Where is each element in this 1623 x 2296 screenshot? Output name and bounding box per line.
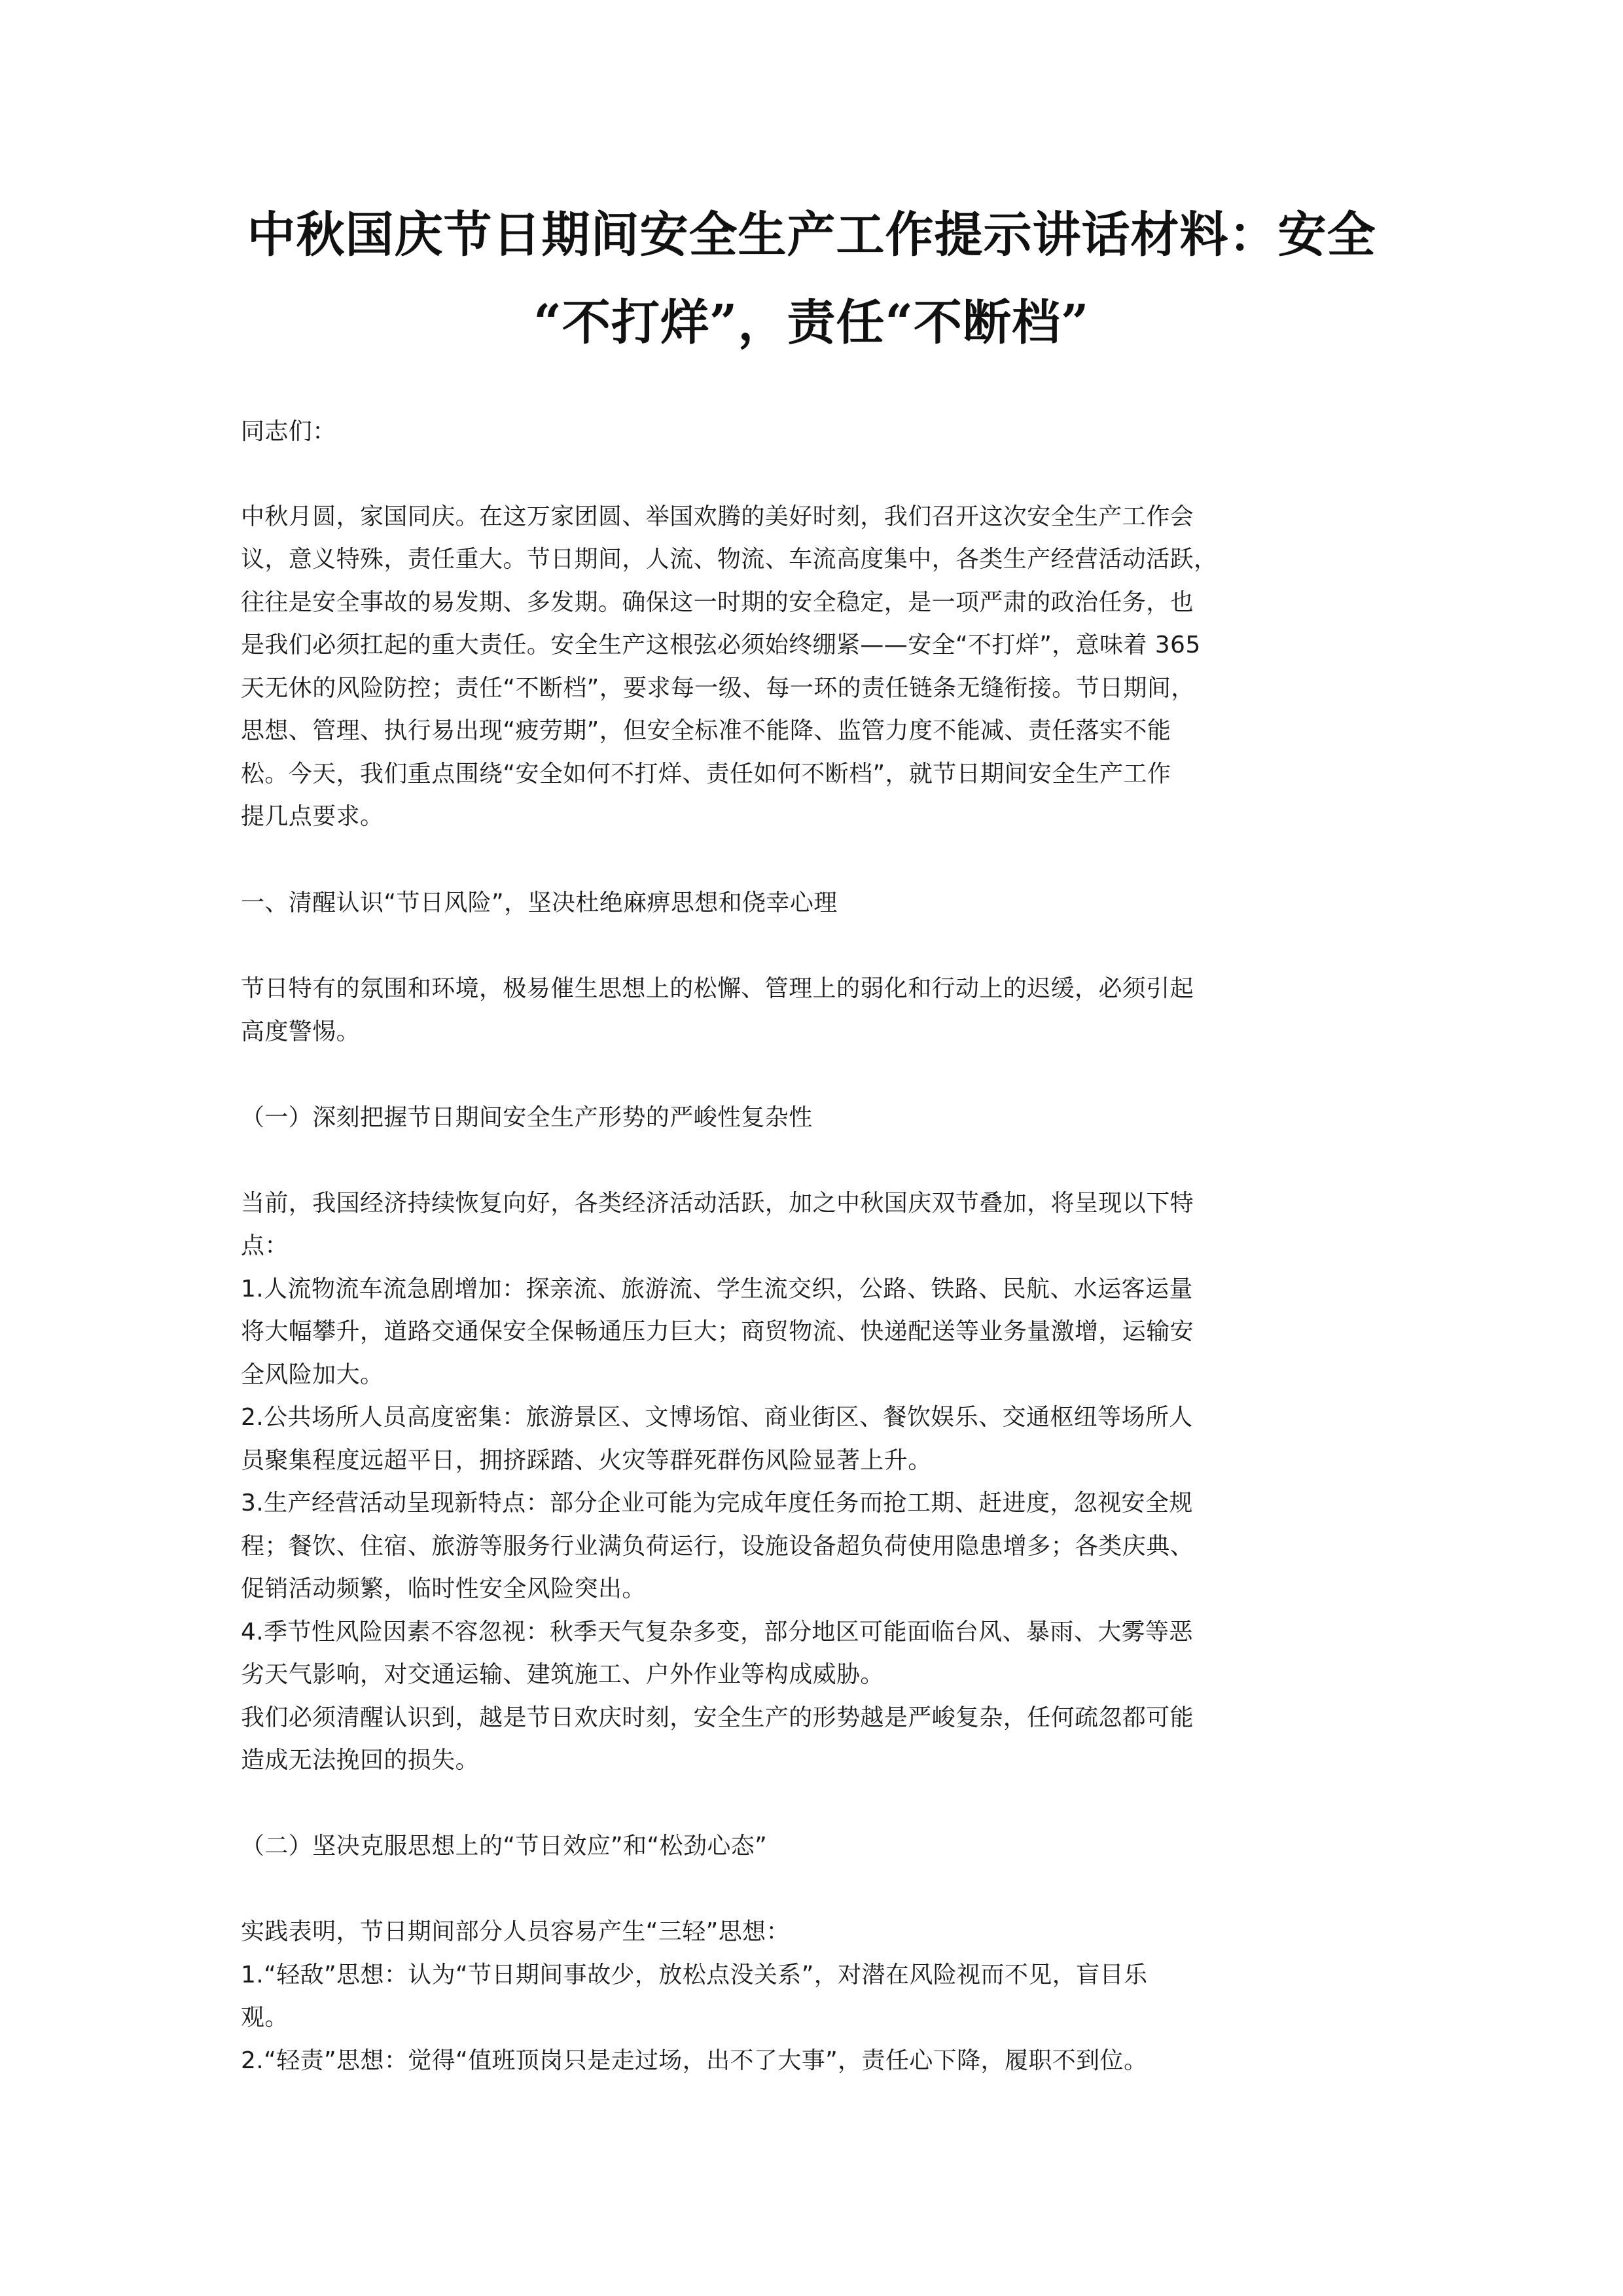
document-title-line-2: “不打烊”，责任“不断档” [533, 295, 1090, 351]
subsection-1-line: 全风险加大。 [241, 1361, 384, 1388]
intro-line: 是我们必须扛起的重大责任。安全生产这根弦必须始终绷紧——安全“不打烊”，意味着 365 [241, 632, 1201, 658]
intro-line: 中秋月圆，家国同庆。在这万家团圆、举国欢腾的美好时刻，我们召开这次安全生产工作会 [241, 503, 1194, 530]
subsection-1-line: 当前，我国经济持续恢复向好，各类经济活动活跃，加之中秋国庆双节叠加，将呈现以下特 [241, 1190, 1194, 1217]
subsection-1-line: 员聚集程度远超平日，拥挤踩踏、火灾等群死群伤风险显著上升。 [241, 1447, 932, 1474]
subsection-2-line: 观。 [241, 2004, 289, 2031]
subsection-1-heading: （一）深刻把握节日期间安全生产形势的严峻性复杂性 [241, 1104, 813, 1131]
intro-line: 议，意义特殊，责任重大。节日期间，人流、物流、车流高度集中，各类生产经营活动活跃， [241, 546, 1218, 573]
subsection-2-heading: （二）坚决克服思想上的“节日效应”和“松劲心态” [241, 1833, 768, 1859]
intro-line: 天无休的风险防控；责任“不断档”，要求每一级、每一环的责任链条无缝衔接。节日期间， [241, 675, 1195, 702]
subsection-2-line: 实践表明，节日期间部分人员容易产生“三轻”思想： [241, 1918, 790, 1945]
subsection-1-line: 1.人流物流车流急剧增加：探亲流、旅游流、学生流交织，公路、铁路、民航、水运客运量 [241, 1276, 1193, 1302]
salutation: 同志们： [241, 418, 336, 445]
intro-line: 思想、管理、执行易出现“疲劳期”，但安全标准不能降、监管力度不能减、责任落实不能 [241, 717, 1171, 744]
document-title-line-1: 中秋国庆节日期间安全生产工作提示讲话材料：安全 [247, 207, 1376, 263]
subsection-2-line: 2.“轻责”思想：觉得“值班顶岗只是走过场，出不了大事”，责任心下降，履职不到位。 [241, 2047, 1148, 2074]
subsection-1-line: 促销活动频繁，临时性安全风险突出。 [241, 1575, 646, 1602]
subsection-1-line: 造成无法挽回的损失。 [241, 1747, 480, 1774]
intro-line: 提几点要求。 [241, 803, 384, 830]
subsection-1-line: 我们必须清醒认识到，越是节日欢庆时刻，安全生产的形势越是严峻复杂，任何疏忽都可能 [241, 1704, 1194, 1731]
subsection-1-line: 劣天气影响，对交通运输、建筑施工、户外作业等构成威胁。 [241, 1661, 884, 1688]
subsection-1-line: 3.生产经营活动呈现新特点：部分企业可能为完成年度任务而抢工期、赶进度，忽视安全规 [241, 1490, 1193, 1516]
section-1-intro-line: 节日特有的氛围和环境，极易催生思想上的松懈、管理上的弱化和行动上的迟缓，必须引起 [241, 975, 1194, 1002]
subsection-1-line: 4.季节性风险因素不容忽视：秋季天气复杂多变，部分地区可能面临台风、暴雨、大雾等恶 [241, 1619, 1193, 1645]
intro-line: 松。今天，我们重点围绕“安全如何不打烊、责任如何不断档”，就节日期间安全生产工作 [241, 761, 1171, 787]
subsection-1-line: 程；餐饮、住宿、旅游等服务行业满负荷运行，设施设备超负荷使用隐患增多；各类庆典、 [241, 1533, 1194, 1560]
subsection-1-line: 将大幅攀升，道路交通保安全保畅通压力巨大；商贸物流、快递配送等业务量激增，运输安 [241, 1318, 1194, 1345]
section-1-heading: 一、清醒认识“节日风险”，坚决杜绝麻痹思想和侥幸心理 [241, 889, 838, 916]
section-1-intro-line: 高度警惕。 [241, 1018, 361, 1045]
intro-line: 往往是安全事故的易发期、多发期。确保这一时期的安全稳定，是一项严肃的政治任务，也 [241, 589, 1194, 616]
subsection-1-line: 2.公共场所人员高度密集：旅游景区、文博场馆、商业街区、餐饮娱乐、交通枢纽等场所人 [241, 1404, 1193, 1431]
subsection-1-line: 点： [241, 1232, 289, 1259]
subsection-2-line: 1.“轻敌”思想：认为“节日期间事故少，放松点没关系”，对潜在风险视而不见，盲目乐 [241, 1962, 1148, 1988]
